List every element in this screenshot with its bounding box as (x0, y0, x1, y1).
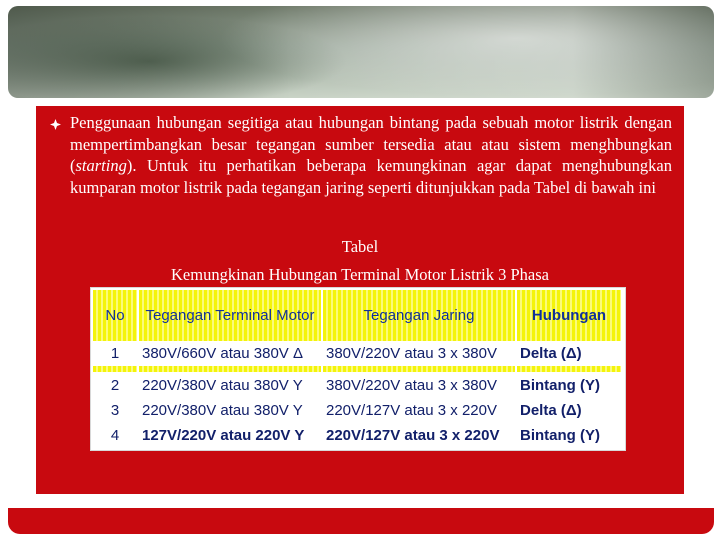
banner-shade (8, 6, 714, 98)
cell-hubungan: Delta (Δ) (516, 341, 622, 366)
paragraph-text (70, 112, 672, 198)
cell-motor: 220V/380V atau 380V Y (138, 373, 322, 398)
footer-bar (8, 508, 714, 534)
header-motor: Tegangan Terminal Motor (138, 290, 322, 341)
terminal-table-image (90, 287, 626, 451)
cell-jaring: 220V/127V atau 3 x 220V (322, 398, 516, 423)
cell-motor: 380V/660V atau 380V Δ (138, 341, 322, 366)
cell-jaring: 380V/220V atau 3 x 380V (322, 373, 516, 398)
intro-paragraph (50, 112, 672, 198)
cell-hubungan: Delta (Δ) (516, 398, 622, 423)
paragraph-part-2: ). Untuk itu perhatikan beberapa kemungkinan agar dapat menghubungkan kumparan motor listrik pada tegangan jaring seperti ditunjukkan pada Tabel di bawah ini (70, 156, 672, 197)
cell-hubungan: Bintang (Y) (516, 423, 622, 448)
content-panel (36, 106, 684, 494)
table-caption-title: Kemungkinan Hubungan Terminal Motor Listrik 3 Phasa (171, 265, 549, 284)
cell-jaring: 380V/220V atau 3 x 380V (322, 341, 516, 366)
header-hubungan: Hubungan (516, 290, 622, 341)
table-header-row (93, 290, 622, 341)
paragraph-part-1: Penggunaan hubungan segitiga atau hubungan bintang pada sebuah motor listrik dengan mempertimbangkan besar tegangan sumber tersedia atau atau sistem menghbungkan ( (70, 113, 672, 175)
cell-jaring: 220V/127V atau 3 x 220V (322, 423, 516, 448)
cell-no: 1 (93, 341, 138, 366)
cell-no: 2 (93, 373, 138, 398)
cell-motor: 220V/380V atau 380V Y (138, 398, 322, 423)
header-banner (8, 6, 714, 98)
table-row (93, 398, 622, 423)
header-jaring: Tegangan Jaring (322, 290, 516, 341)
table-separator (93, 366, 622, 373)
table-row (93, 373, 622, 398)
table-row (93, 423, 622, 448)
table-row (93, 341, 622, 366)
diamond-bullet-icon (50, 119, 60, 129)
cell-no: 4 (93, 423, 138, 448)
terminal-table (93, 290, 623, 448)
header-no: No (93, 290, 138, 341)
table-caption-label: Tabel (341, 237, 379, 256)
cell-no: 3 (93, 398, 138, 423)
cell-motor: 127V/220V atau 220V Y (138, 423, 322, 448)
cell-hubungan: Bintang (Y) (516, 373, 622, 398)
paragraph-italic: starting (75, 156, 127, 175)
